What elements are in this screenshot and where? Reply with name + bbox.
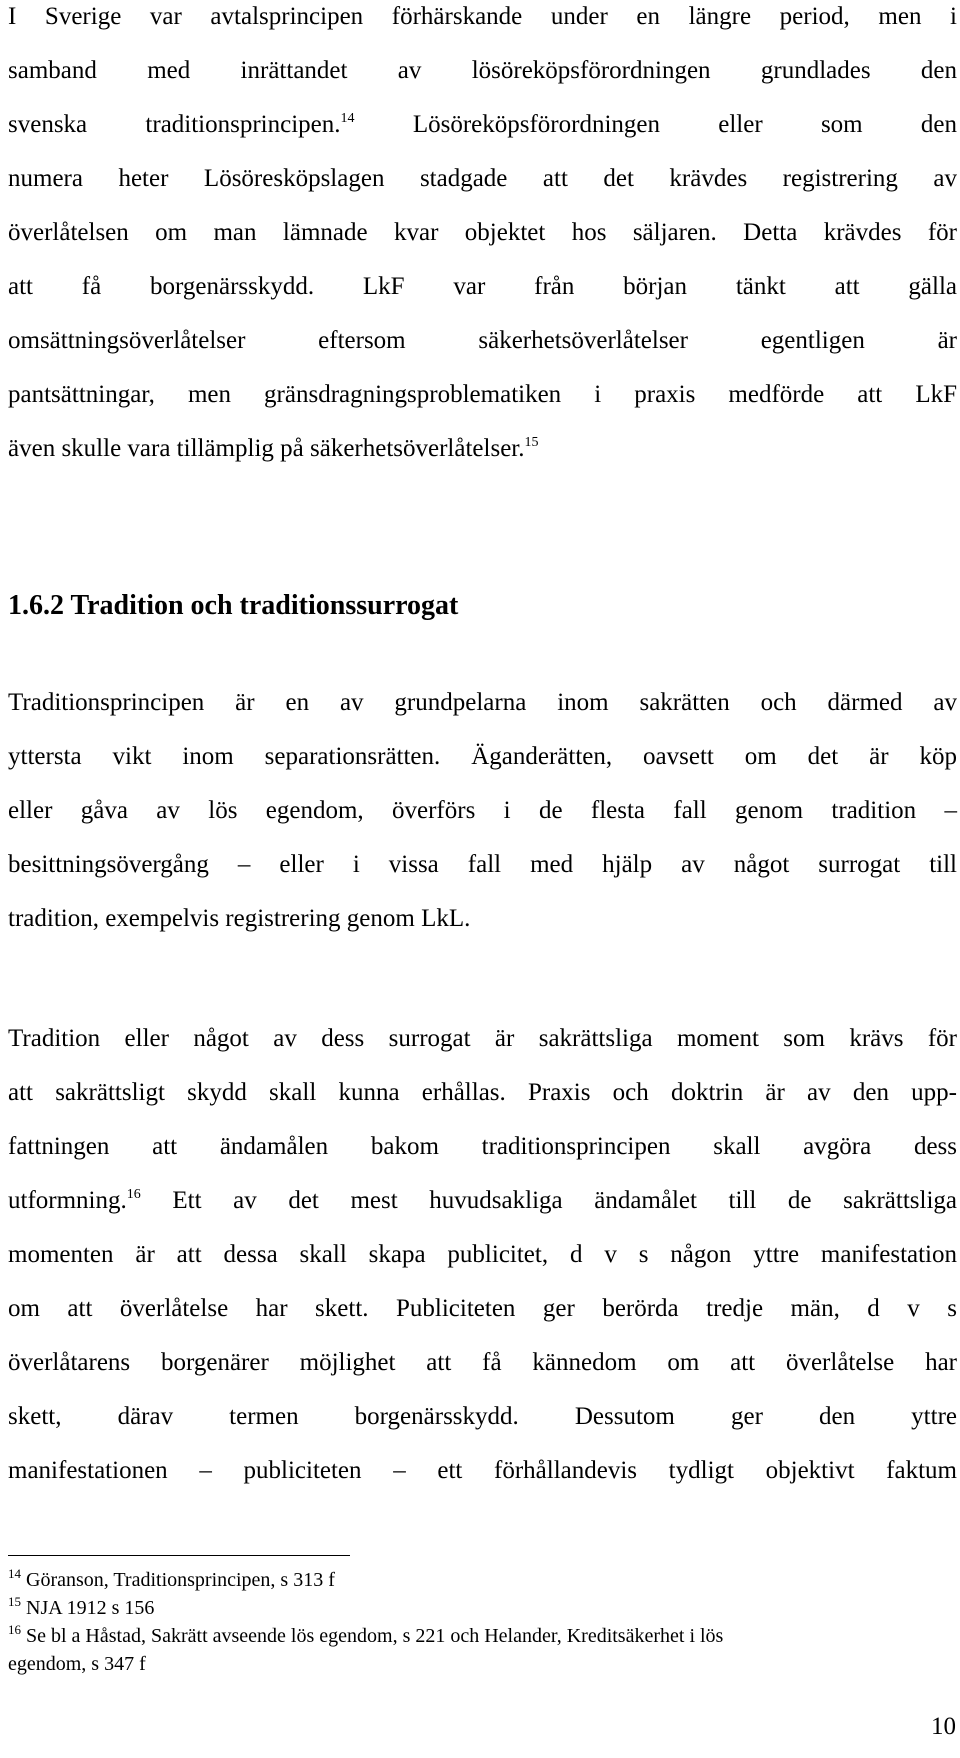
footnote-text: NJA 1912 s 156 <box>26 1597 155 1619</box>
text-line: manifestationen – publiciteten – ett förhållandevis tydligt objektivt faktum <box>8 1457 957 1484</box>
text-line <box>8 1174 957 1228</box>
text-line <box>8 422 957 476</box>
footnote-ref-16[interactable]: 16 <box>126 1187 141 1202</box>
footnote-16-continuation: egendom, s 347 f <box>8 1653 146 1675</box>
footnote-15 <box>8 1594 888 1622</box>
text-line: samband med inrättandet av lösöreköpsförordningen grundlades den <box>8 57 957 84</box>
text-line: överlåtelsen om man lämnade kvar objektet hos säljaren. Detta krävdes för <box>8 219 957 246</box>
paragraph-3 <box>8 1012 957 1498</box>
text-line: Traditionsprincipen är en av grundpelarna inom sakrätten och därmed av <box>8 689 957 716</box>
footnote-number: 14 <box>8 1566 21 1581</box>
text-line: pantsättningar, men gränsdragningsproblematiken i praxis medförde att LkF <box>8 381 957 408</box>
footnote-separator <box>8 1555 350 1556</box>
text-fragment: Ett av det mest huvudsakliga ändamålet till de sakrättsliga <box>172 1187 957 1214</box>
text-line: överlåtarens borgenärer möjlighet att få kännedom om att överlåtelse har <box>8 1349 957 1376</box>
text-line <box>8 98 957 152</box>
footnote-ref-14[interactable]: 14 <box>340 111 355 126</box>
text-line: yttersta vikt inom separationsrätten. Äganderätten, oavsett om det är köp <box>8 743 957 770</box>
text-line: att sakrättsligt skydd skall kunna erhållas. Praxis och doktrin är av den upp- <box>8 1079 957 1106</box>
text-line: I Sverige var avtalsprincipen förhärskande under en längre period, men i <box>8 3 957 30</box>
footnote-number: 16 <box>8 1622 21 1637</box>
text-line: numera heter Lösöresköpslagen stadgade att det krävdes registrering av <box>8 165 957 192</box>
text-line: skett, därav termen borgenärsskydd. Dessutom ger den yttre <box>8 1403 957 1430</box>
footnote-text: Göranson, Traditionsprincipen, s 313 f <box>26 1569 335 1591</box>
footnote-16 <box>8 1622 888 1650</box>
footnotes <box>8 1566 888 1678</box>
text-fragment: utformning. <box>8 1187 127 1214</box>
text-line: besittningsövergång – eller i vissa fall med hjälp av något surrogat till <box>8 851 957 878</box>
paragraph-1 <box>8 0 957 476</box>
text-line: eller gåva av lös egendom, överförs i de flesta fall genom tradition – <box>8 797 957 824</box>
footnote-number: 15 <box>8 1594 21 1609</box>
footnote-text: Se bl a Håstad, Sakrätt avseende lös egendom, s 221 och Helander, Kreditsäkerhet i lös <box>26 1625 724 1647</box>
text-fragment: även skulle vara tillämplig på säkerhetsöverlåtelser. <box>8 435 525 462</box>
text-line: momenten är att dessa skall skapa publicitet, d v s någon yttre manifestation <box>8 1241 957 1268</box>
text-line: att få borgenärsskydd. LkF var från början tänkt att gälla <box>8 273 957 300</box>
text-line: om att överlåtelse har skett. Publiciteten ger berörda tredje män, d v s <box>8 1295 957 1322</box>
text-line: omsättningsöverlåtelser eftersom säkerhetsöverlåtelser egentligen är <box>8 327 957 354</box>
text-fragment: svenska traditionsprincipen. <box>8 111 341 138</box>
text-line: fattningen att ändamålen bakom traditionsprincipen skall avgöra dess <box>8 1133 957 1160</box>
section-heading: 1.6.2 Tradition och traditionssurrogat <box>8 590 459 621</box>
text-line: Tradition eller något av dess surrogat är sakrättsliga moment som krävs för <box>8 1025 957 1052</box>
text-line: tradition, exempelvis registrering genom LkL. <box>8 905 471 932</box>
footnote-ref-15[interactable]: 15 <box>524 435 539 450</box>
paragraph-2 <box>8 676 957 946</box>
text-fragment: Lösöreköpsförordningen eller som den <box>412 111 957 138</box>
footnote-14 <box>8 1566 888 1594</box>
page-number: 10 <box>931 1713 956 1740</box>
